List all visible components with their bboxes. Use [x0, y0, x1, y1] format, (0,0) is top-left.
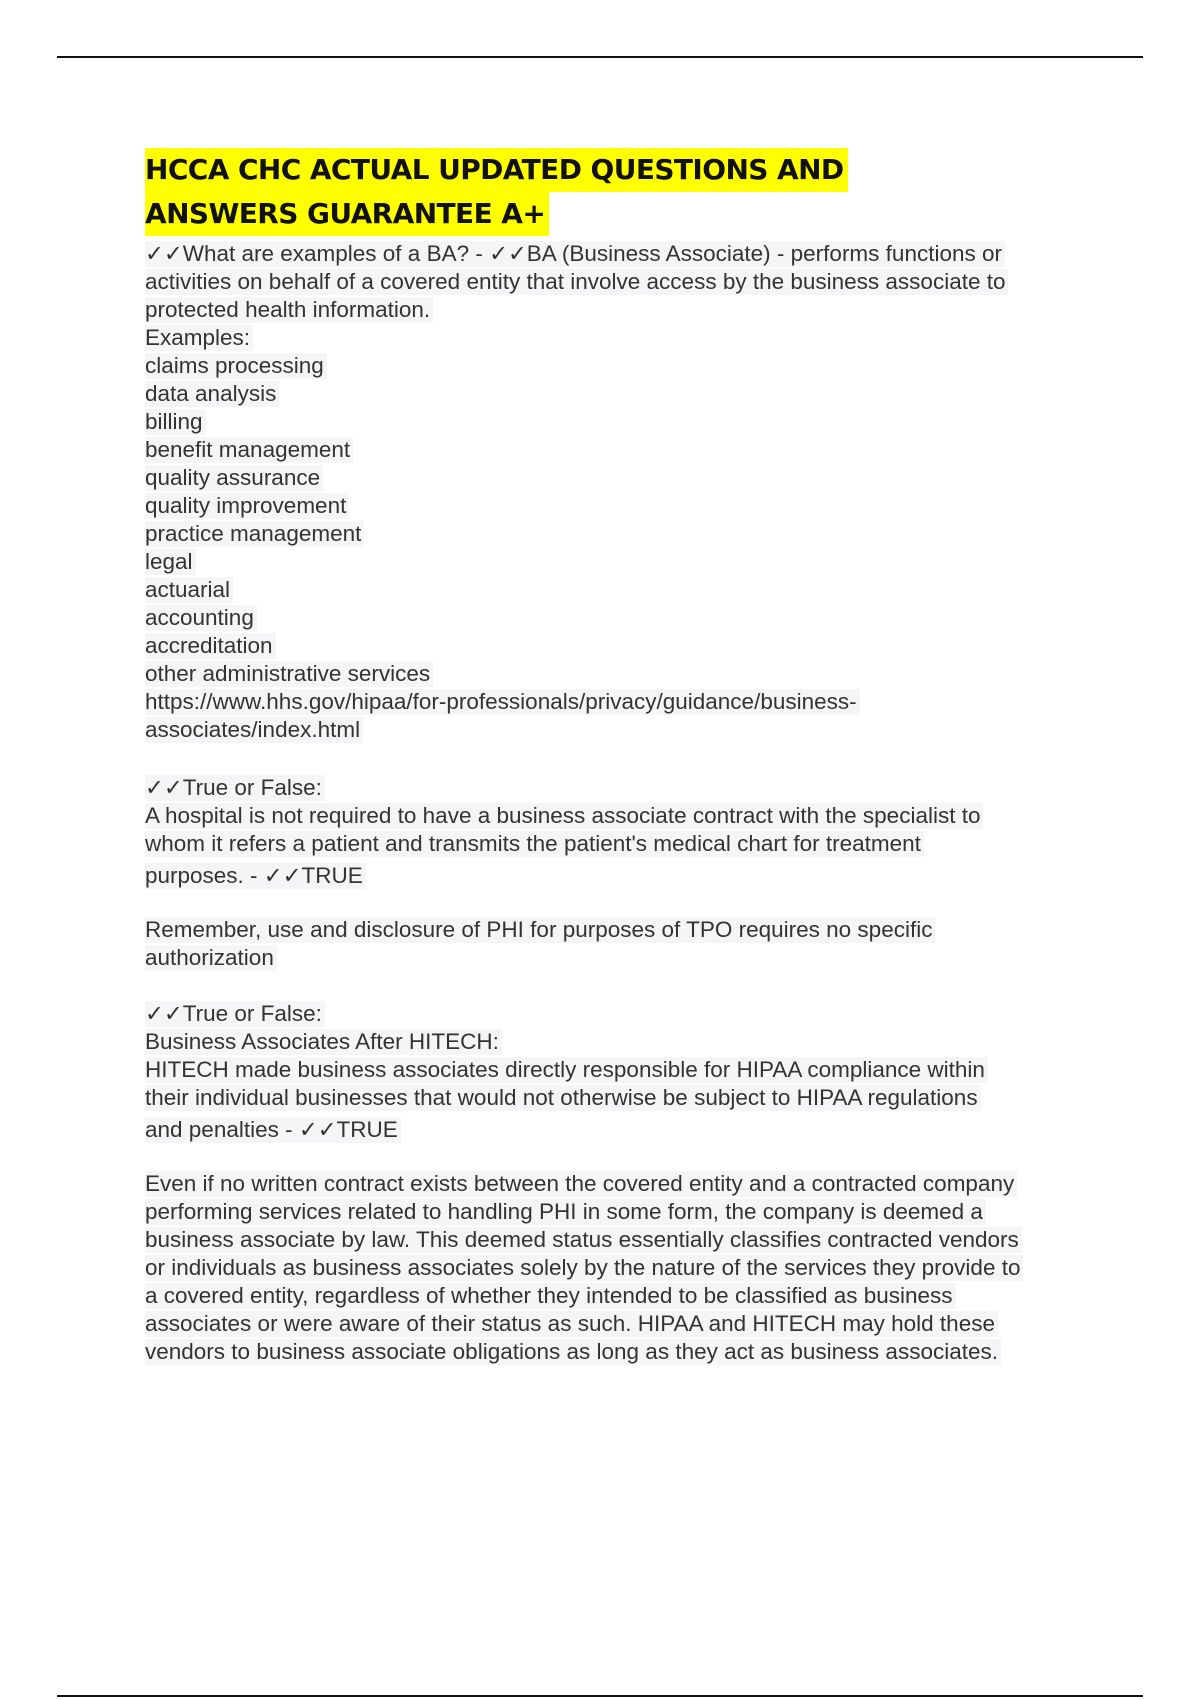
example-item: legal [145, 549, 196, 575]
example-item: claims processing [145, 353, 327, 379]
q3-note-line: Even if no written contract exists between the covered entity and a contracted company [145, 1171, 1017, 1197]
question-2 [145, 774, 1105, 890]
reference-link-line: associates/index.html [145, 717, 363, 743]
example-item: benefit management [145, 437, 353, 463]
example-item: billing [145, 409, 206, 435]
q1-paragraph-line: ✓✓What are examples of a BA? - ✓✓BA (Business Associate) - performs functions or [145, 241, 1005, 267]
example-item: data analysis [145, 381, 279, 407]
q3-line: Business Associates After HITECH: [145, 1029, 502, 1055]
top-rule [57, 56, 1143, 58]
q3-note-line: a covered entity, regardless of whether they intended to be classified as business [145, 1283, 956, 1309]
q3-line: HITECH made business associates directly responsible for HIPAA compliance within [145, 1057, 988, 1083]
q2-note-line: Remember, use and disclosure of PHI for purposes of TPO requires no specific [145, 917, 935, 943]
q1-paragraph-line: activities on behalf of a covered entity that involve access by the business associate to [145, 269, 1008, 295]
example-item: accreditation [145, 633, 276, 659]
q3-answer-line: and penalties - ✓✓TRUE [145, 1117, 401, 1143]
example-item: accounting [145, 605, 257, 631]
q2-note-line: authorization [145, 945, 277, 971]
q3-note-line: business associate by law. This deemed status essentially classifies contracted vendors [145, 1227, 1022, 1253]
examples-heading: Examples: [145, 325, 253, 351]
q3-note [145, 1170, 1105, 1366]
document-body [145, 148, 1105, 1366]
document-title [145, 148, 1105, 236]
title-line-1: HCCA CHC ACTUAL UPDATED QUESTIONS AND [145, 148, 848, 192]
q2-line: whom it refers a patient and transmits the patient's medical chart for treatment [145, 831, 924, 857]
q3-line: ✓✓True or False: [145, 1001, 325, 1027]
question-3 [145, 1000, 1105, 1144]
example-item: actuarial [145, 577, 233, 603]
reference-link-line: https://www.hhs.gov/hipaa/for-professionals/privacy/guidance/business- [145, 689, 860, 715]
q2-note [145, 916, 1105, 972]
q2-answer-line: purposes. - ✓✓TRUE [145, 863, 366, 889]
q3-note-line: vendors to business associate obligations as long as they act as business associates. [145, 1339, 1001, 1365]
example-item: practice management [145, 521, 364, 547]
example-item: quality improvement [145, 493, 349, 519]
title-line-2: ANSWERS GUARANTEE A+ [145, 192, 549, 236]
question-1 [145, 240, 1105, 744]
q3-note-line: or individuals as business associates solely by the nature of the services they provide to [145, 1255, 1023, 1281]
q3-note-line: performing services related to handling PHI in some form, the company is deemed a [145, 1199, 986, 1225]
example-item: other administrative services [145, 661, 433, 687]
bottom-rule [57, 1695, 1143, 1697]
q2-line: A hospital is not required to have a business associate contract with the specialist to [145, 803, 983, 829]
example-item: quality assurance [145, 465, 323, 491]
q2-line: ✓✓True or False: [145, 775, 325, 801]
q3-line: their individual businesses that would not otherwise be subject to HIPAA regulations [145, 1085, 981, 1111]
q1-paragraph-line: protected health information. [145, 297, 433, 323]
q3-note-line: associates or were aware of their status as such. HIPAA and HITECH may hold these [145, 1311, 998, 1337]
